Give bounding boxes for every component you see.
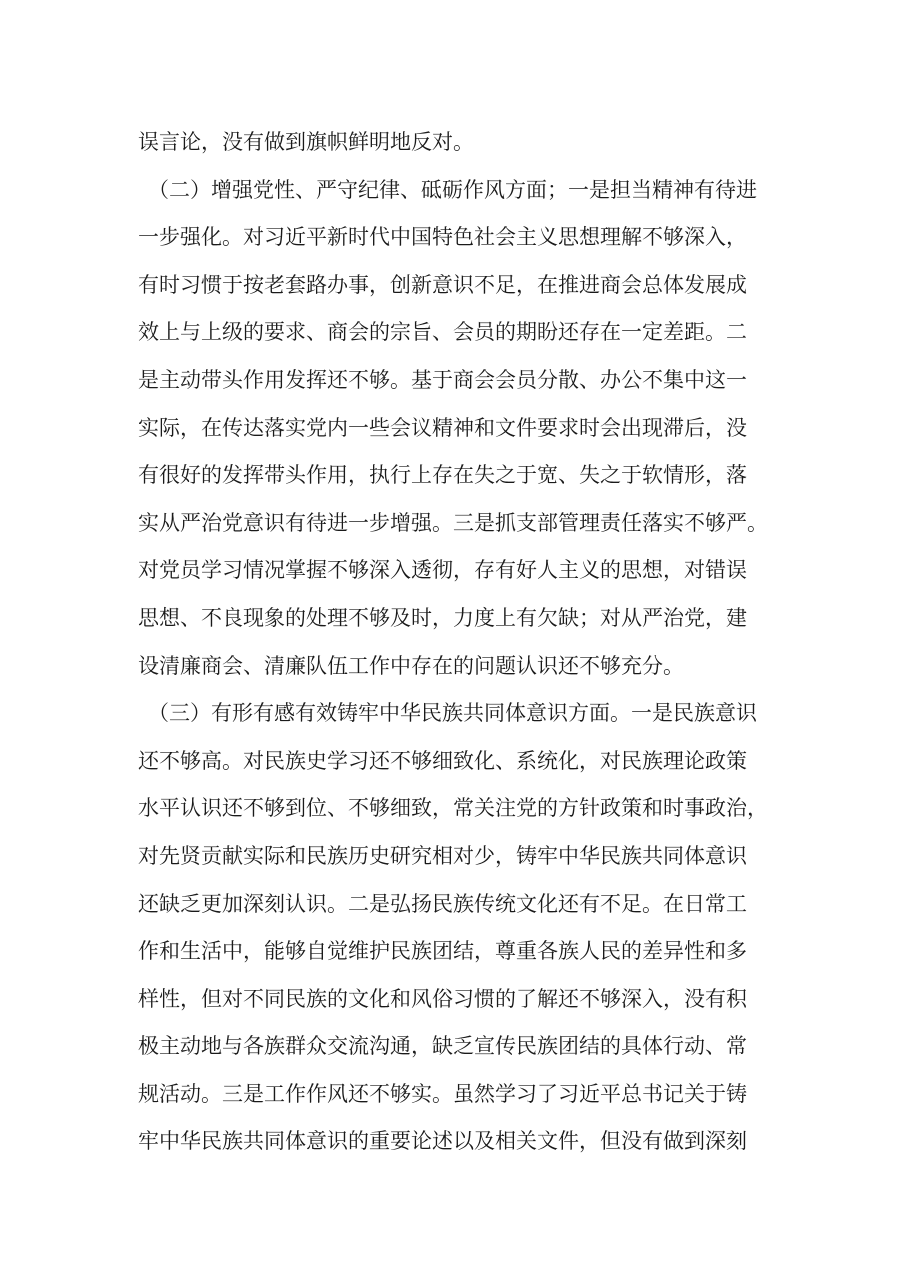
text-line: 实从严治党意识有待进一步增强。三是抓支部管理责任落实不够严。: [138, 510, 768, 535]
body-text: [138, 119, 793, 1166]
text-line: 是主动带头作用发挥还不够。基于商会会员分散、办公不集中这一: [138, 367, 747, 392]
text-line: 水平认识还不够到位、不够细致，常关注党的方针政策和时事政治，: [138, 796, 768, 821]
text-line: 样性，但对不同民族的文化和风俗习惯的了解还不够深入，没有积: [138, 986, 747, 1011]
text-line: 实际，在传达落实党内一些会议精神和文件要求时会出现滞后，没: [138, 415, 747, 440]
text-line: 思想、不良现象的处理不够及时，力度上有欠缺；对从严治党，建: [138, 605, 747, 630]
text-line: 有很好的发挥带头作用，执行上存在失之于宽、失之于软情形，落: [138, 463, 747, 488]
text-line: 还缺乏更加深刻认识。二是弘扬民族传统文化还有不足。在日常工: [138, 891, 747, 916]
text-line: 一步强化。对习近平新时代中国特色社会主义思想理解不够深入，: [138, 225, 747, 250]
text-line: 有时习惯于按老套路办事，创新意识不足，在推进商会总体发展成: [138, 272, 747, 297]
text-line: 作和生活中，能够自觉维护民族团结，尊重各族人民的差异性和多: [138, 939, 747, 964]
paragraph-heading-line: （三）有形有感有效铸牢中华民族共同体意识方面。一是民族意识: [148, 701, 757, 726]
paragraph-heading-line: （二）增强党性、严守纪律、砥砺作风方面；一是担当精神有待进: [148, 177, 757, 202]
text-line: 对先贤贡献实际和民族历史研究相对少，铸牢中华民族共同体意识: [138, 843, 747, 868]
text-line: 对党员学习情况掌握不够深入透彻，存有好人主义的思想，对错误: [138, 558, 747, 583]
text-line: 规活动。三是工作作风还不够实。虽然学习了习近平总书记关于铸: [138, 1081, 747, 1106]
text-line: 误言论，没有做到旗帜鲜明地反对。: [138, 130, 474, 154]
text-line: 设清廉商会、清廉队伍工作中存在的问题认识还不够充分。: [138, 653, 684, 678]
text-line: 还不够高。对民族史学习还不够细致化、系统化，对民族理论政策: [138, 748, 747, 773]
text-line: 效上与上级的要求、商会的宗旨、会员的期盼还存在一定差距。二: [138, 320, 747, 345]
text-line: 牢中华民族共同体意识的重要论述以及相关文件，但没有做到深刻: [138, 1129, 747, 1154]
text-line: 极主动地与各族群众交流沟通，缺乏宣传民族团结的具体行动、常: [138, 1034, 747, 1059]
